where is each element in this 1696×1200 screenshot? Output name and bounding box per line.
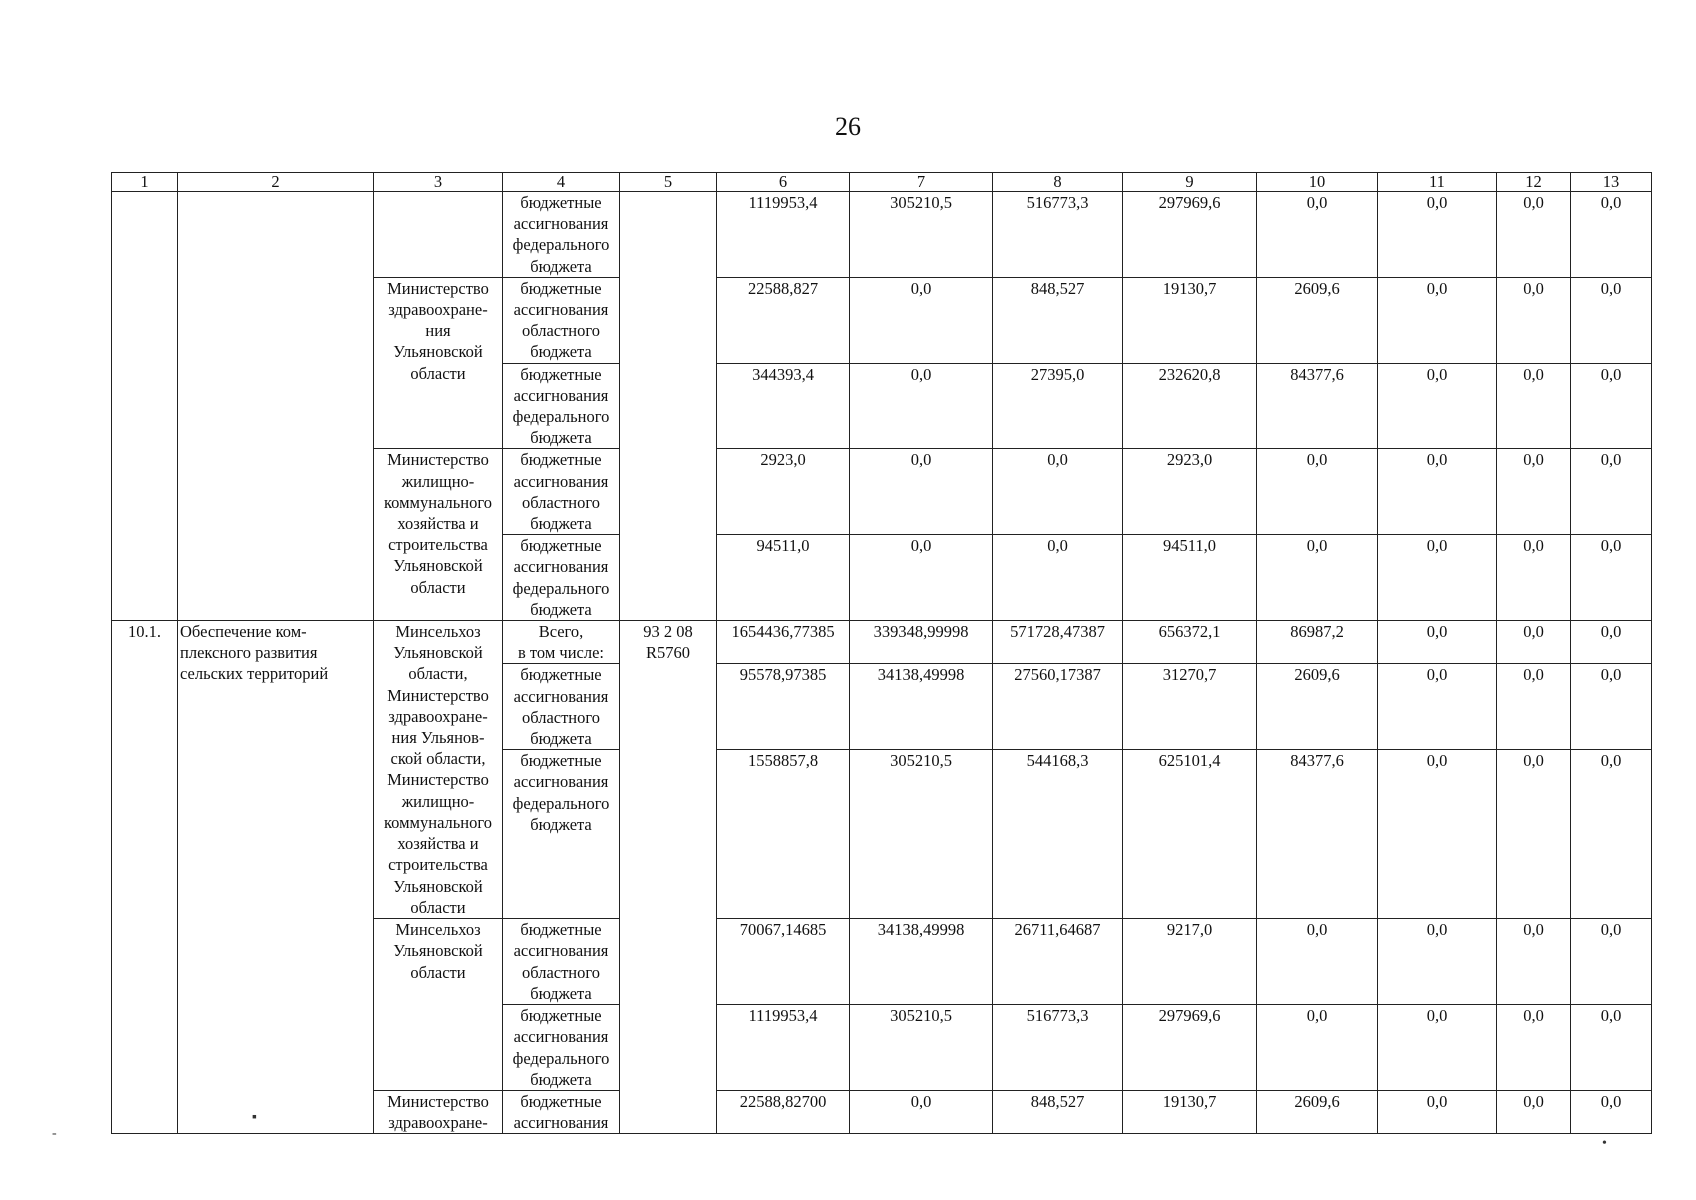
value-cell: 0,0 xyxy=(1571,449,1652,535)
cell-line: федерального xyxy=(512,793,610,813)
value-cell: 0,0 xyxy=(1497,1005,1571,1091)
cell-line: области, xyxy=(408,664,468,684)
cell-line: области xyxy=(410,897,466,917)
value-cell: 0,0 xyxy=(1497,750,1571,919)
value-cell: 1654436,77385 xyxy=(717,621,850,664)
value-cell: 0,0 xyxy=(850,449,993,535)
cell-line: Ульяновской xyxy=(393,941,483,961)
source-cell xyxy=(503,1005,620,1091)
value-cell: 571728,47387 xyxy=(993,621,1123,664)
cell-line: бюджета xyxy=(530,729,592,749)
value-cell: 0,0 xyxy=(1571,750,1652,919)
value-cell: 1119953,4 xyxy=(717,1005,850,1091)
value-cell: 0,0 xyxy=(1378,664,1497,750)
cell-line: хозяйства и xyxy=(397,514,479,534)
cell-line: области xyxy=(410,962,466,982)
cell-line: Министерство xyxy=(387,450,489,470)
value-cell: 0,0 xyxy=(850,277,993,363)
cell-line: ния xyxy=(425,321,451,341)
value-cell: 0,0 xyxy=(1257,449,1378,535)
value-cell: 2609,6 xyxy=(1257,277,1378,363)
value-cell: 9217,0 xyxy=(1123,919,1257,1005)
cell-line: коммунального xyxy=(384,812,492,832)
source-cell xyxy=(503,664,620,750)
cell-line: Ульяновской xyxy=(393,876,483,896)
value-cell: 232620,8 xyxy=(1123,363,1257,449)
cell-line: Обеспечение ком- xyxy=(180,622,307,642)
value-cell: 305210,5 xyxy=(850,750,993,919)
item-number: 10.1. xyxy=(112,621,178,1134)
value-cell: 0,0 xyxy=(1257,1005,1378,1091)
value-cell: 95578,97385 xyxy=(717,664,850,750)
cell-line: плексного развития xyxy=(180,643,318,663)
value-cell: 2609,6 xyxy=(1257,664,1378,750)
value-cell: 0,0 xyxy=(1571,1090,1652,1133)
cell-line: бюджета xyxy=(530,814,592,834)
value-cell: 0,0 xyxy=(1571,919,1652,1005)
item-code xyxy=(620,621,717,1134)
cell-line: ассигнования xyxy=(513,471,609,491)
cell-line: коммунального xyxy=(384,492,492,512)
cell-line: федерального xyxy=(512,407,610,427)
value-cell: 27560,17387 xyxy=(993,664,1123,750)
cell-line: областного xyxy=(521,321,600,341)
empty-cell xyxy=(178,192,374,621)
value-cell: 0,0 xyxy=(1378,277,1497,363)
value-cell: 625101,4 xyxy=(1123,750,1257,919)
value-cell: 0,0 xyxy=(850,535,993,621)
value-cell: 0,0 xyxy=(1378,750,1497,919)
cell-line: бюджетные xyxy=(520,450,602,470)
cell-line: ассигнования xyxy=(513,1027,609,1047)
cell-line: бюджетные xyxy=(520,665,602,685)
value-cell: 544168,3 xyxy=(993,750,1123,919)
cell-line: Министерство xyxy=(387,685,489,705)
budget-table xyxy=(111,172,1652,1134)
cell-line: 93 2 08 xyxy=(643,622,693,642)
cell-line: бюджета xyxy=(530,599,592,619)
value-cell: 1119953,4 xyxy=(717,192,850,278)
value-cell: 297969,6 xyxy=(1123,192,1257,278)
col-number: 4 xyxy=(503,173,620,192)
empty-cell xyxy=(620,192,717,621)
value-cell: 0,0 xyxy=(850,1090,993,1133)
value-cell: 1558857,8 xyxy=(717,750,850,919)
col-number: 6 xyxy=(717,173,850,192)
value-cell: 2923,0 xyxy=(717,449,850,535)
cell-line: областного xyxy=(521,962,600,982)
cell-line: бюджетные xyxy=(520,364,602,384)
cell-line: ассигнования xyxy=(513,214,609,234)
value-cell: 0,0 xyxy=(1571,621,1652,664)
cell-line: бюджетные xyxy=(520,920,602,940)
page-number: 26 xyxy=(835,112,861,141)
value-cell: 19130,7 xyxy=(1123,277,1257,363)
col-number: 8 xyxy=(993,173,1123,192)
cell-line: ассигнования xyxy=(513,557,609,577)
cell-line: ассигнования xyxy=(513,772,609,792)
value-cell: 34138,49998 xyxy=(850,664,993,750)
cell-line: Министерство xyxy=(387,1091,489,1111)
column-number-row xyxy=(112,173,1652,192)
value-cell: 94511,0 xyxy=(1123,535,1257,621)
value-cell: 0,0 xyxy=(1497,621,1571,664)
cell-line: бюджета xyxy=(530,256,592,276)
value-cell: 84377,6 xyxy=(1257,750,1378,919)
stray-mark: • xyxy=(1602,1136,1607,1151)
cell-line: хозяйства и xyxy=(397,834,479,854)
col-number: 9 xyxy=(1123,173,1257,192)
value-cell: 22588,827 xyxy=(717,277,850,363)
source-cell xyxy=(503,535,620,621)
cell-line: Ульяновской xyxy=(393,556,483,576)
value-cell: 0,0 xyxy=(1378,621,1497,664)
value-cell: 0,0 xyxy=(1378,535,1497,621)
value-cell: 297969,6 xyxy=(1123,1005,1257,1091)
value-cell: 34138,49998 xyxy=(850,919,993,1005)
cell-line: федерального xyxy=(512,1048,610,1068)
cell-line: сельских территорий xyxy=(180,664,329,684)
cell-line: ассигнования xyxy=(513,385,609,405)
value-cell: 86987,2 xyxy=(1257,621,1378,664)
value-cell: 26711,64687 xyxy=(993,919,1123,1005)
source-cell xyxy=(503,192,620,278)
col-number: 5 xyxy=(620,173,717,192)
value-cell: 22588,82700 xyxy=(717,1090,850,1133)
value-cell: 0,0 xyxy=(1571,192,1652,278)
value-cell: 848,527 xyxy=(993,1090,1123,1133)
cell-line: строительства xyxy=(388,535,488,555)
value-cell: 339348,99998 xyxy=(850,621,993,664)
cell-line: области xyxy=(410,363,466,383)
table-row xyxy=(112,192,1652,278)
cell-line: бюджетные xyxy=(520,751,602,771)
source-cell xyxy=(503,919,620,1005)
value-cell: 0,0 xyxy=(1497,664,1571,750)
value-cell: 0,0 xyxy=(1497,1090,1571,1133)
executor-cell xyxy=(374,449,503,621)
col-number: 7 xyxy=(850,173,993,192)
cell-line: бюджета xyxy=(530,342,592,362)
value-cell: 0,0 xyxy=(1497,535,1571,621)
value-cell: 516773,3 xyxy=(993,192,1123,278)
col-number: 12 xyxy=(1497,173,1571,192)
value-cell: 305210,5 xyxy=(850,1005,993,1091)
value-cell: 0,0 xyxy=(1571,664,1652,750)
cell-line: ассигнования xyxy=(513,686,609,706)
value-cell: 2923,0 xyxy=(1123,449,1257,535)
cell-line: в том числе: xyxy=(517,643,604,663)
value-cell: 656372,1 xyxy=(1123,621,1257,664)
value-cell: 0,0 xyxy=(1257,535,1378,621)
executor-cell xyxy=(374,192,503,278)
value-cell: 19130,7 xyxy=(1123,1090,1257,1133)
cell-line: ассигнования xyxy=(513,1113,609,1133)
value-cell: 344393,4 xyxy=(717,363,850,449)
value-cell: 0,0 xyxy=(1378,919,1497,1005)
empty-cell xyxy=(112,192,178,621)
col-number: 11 xyxy=(1378,173,1497,192)
item-name xyxy=(178,621,374,1134)
table-row xyxy=(112,621,1652,664)
value-cell: 0,0 xyxy=(1378,449,1497,535)
cell-line: бюджета xyxy=(530,983,592,1003)
cell-line: Всего, xyxy=(538,622,584,642)
value-cell: 0,0 xyxy=(1497,192,1571,278)
executor-cell xyxy=(374,919,503,1091)
source-cell xyxy=(503,449,620,535)
value-cell: 31270,7 xyxy=(1123,664,1257,750)
value-cell: 516773,3 xyxy=(993,1005,1123,1091)
executor-cell xyxy=(374,1090,503,1133)
cell-line: ской области, xyxy=(390,749,486,769)
value-cell: 0,0 xyxy=(1378,363,1497,449)
cell-line: областного xyxy=(521,707,600,727)
value-cell: 305210,5 xyxy=(850,192,993,278)
source-cell xyxy=(503,1090,620,1133)
value-cell: 0,0 xyxy=(1497,363,1571,449)
cell-line: области xyxy=(410,577,466,597)
stray-mark: ▪ xyxy=(252,1110,257,1125)
cell-line: бюджетные xyxy=(520,193,602,212)
value-cell: 2609,6 xyxy=(1257,1090,1378,1133)
col-number: 1 xyxy=(112,173,178,192)
value-cell: 0,0 xyxy=(1497,919,1571,1005)
cell-line: Минсельхоз xyxy=(395,920,481,940)
source-cell xyxy=(503,277,620,363)
value-cell: 0,0 xyxy=(993,449,1123,535)
value-cell: 0,0 xyxy=(1378,1090,1497,1133)
cell-line: ния Ульянов- xyxy=(391,728,485,748)
cell-line: Министерство xyxy=(387,770,489,790)
value-cell: 0,0 xyxy=(1571,277,1652,363)
cell-line: областного xyxy=(521,492,600,512)
col-number: 10 xyxy=(1257,173,1378,192)
value-cell: 0,0 xyxy=(993,535,1123,621)
cell-line: федерального xyxy=(512,578,610,598)
source-cell xyxy=(503,621,620,664)
executor-cell xyxy=(374,621,503,919)
value-cell: 84377,6 xyxy=(1257,363,1378,449)
cell-line: R5760 xyxy=(645,643,690,663)
value-cell: 27395,0 xyxy=(993,363,1123,449)
cell-line: здравоохране- xyxy=(388,300,488,320)
cell-line: Минсельхоз xyxy=(395,622,481,642)
cell-line: Ульяновской xyxy=(393,342,483,362)
cell-line: ассигнования xyxy=(513,300,609,320)
cell-line: жилищно- xyxy=(401,471,475,491)
cell-line: здравоохране- xyxy=(388,706,488,726)
value-cell: 0,0 xyxy=(1571,1005,1652,1091)
value-cell: 0,0 xyxy=(1378,192,1497,278)
value-cell: 0,0 xyxy=(1497,277,1571,363)
cell-line: ассигнования xyxy=(513,941,609,961)
cell-line: строительства xyxy=(388,855,488,875)
cell-line: бюджета xyxy=(530,428,592,448)
cell-line: бюджетные xyxy=(520,536,602,556)
value-cell: 0,0 xyxy=(1257,919,1378,1005)
col-number: 13 xyxy=(1571,173,1652,192)
executor-cell xyxy=(374,277,503,449)
value-cell: 0,0 xyxy=(1571,363,1652,449)
value-cell: 70067,14685 xyxy=(717,919,850,1005)
col-number: 3 xyxy=(374,173,503,192)
cell-line: бюджетные xyxy=(520,1006,602,1026)
col-number: 2 xyxy=(178,173,374,192)
value-cell: 848,527 xyxy=(993,277,1123,363)
cell-line: бюджета xyxy=(530,1069,592,1089)
value-cell: 94511,0 xyxy=(717,535,850,621)
cell-line: бюджетные xyxy=(520,1091,602,1111)
cell-line: Ульяновской xyxy=(393,643,483,663)
value-cell: 0,0 xyxy=(1571,535,1652,621)
cell-line: федерального xyxy=(512,235,610,255)
value-cell: 0,0 xyxy=(850,363,993,449)
cell-line: бюджета xyxy=(530,514,592,534)
value-cell: 0,0 xyxy=(1257,192,1378,278)
value-cell: 0,0 xyxy=(1497,449,1571,535)
source-cell xyxy=(503,750,620,919)
cell-line: Министерство xyxy=(387,278,489,298)
stray-mark: - xyxy=(52,1126,57,1141)
cell-line: бюджетные xyxy=(520,278,602,298)
cell-line: здравоохране- xyxy=(388,1113,488,1133)
source-cell xyxy=(503,363,620,449)
value-cell: 0,0 xyxy=(1378,1005,1497,1091)
cell-line: жилищно- xyxy=(401,791,475,811)
